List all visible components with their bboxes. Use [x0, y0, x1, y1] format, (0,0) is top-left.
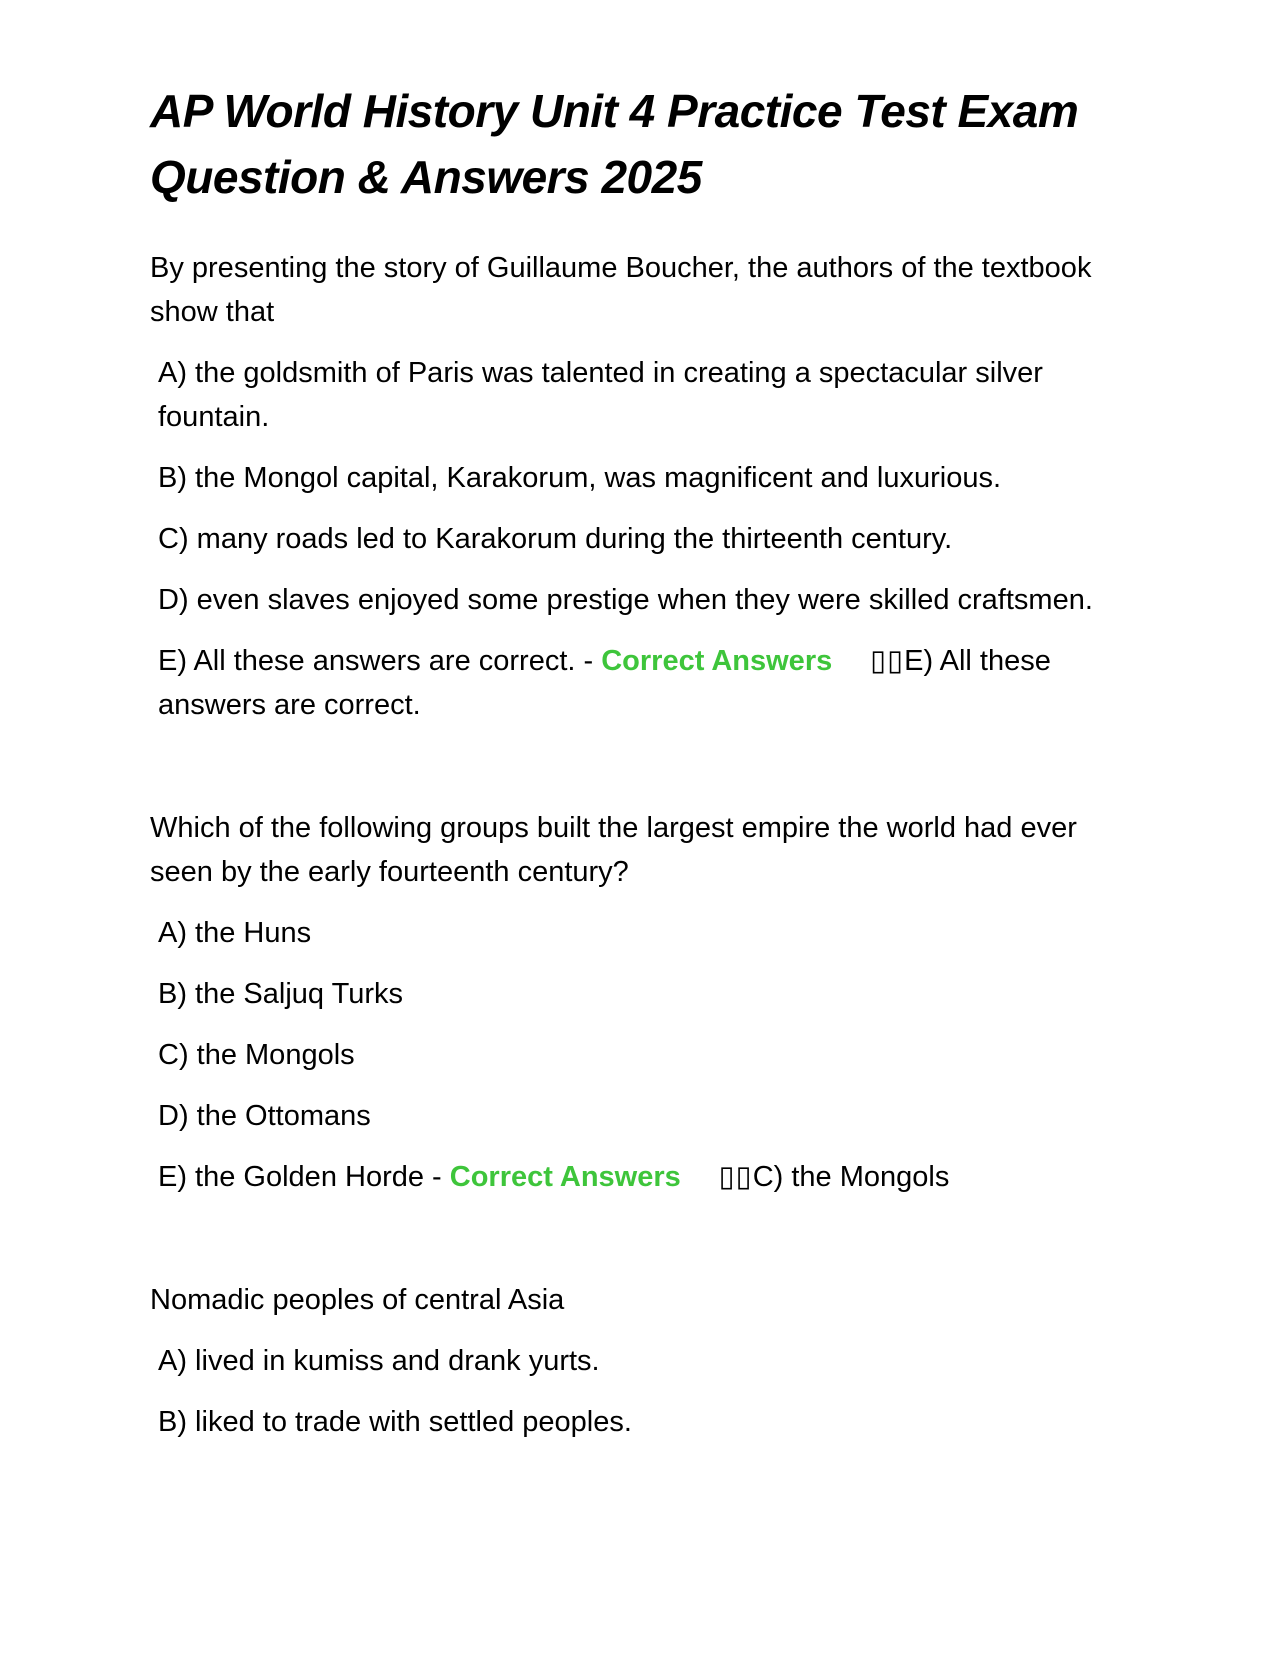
question-block: [150, 806, 1130, 1199]
document-page: [150, 78, 1130, 1461]
question-prompt: Which of the following groups built the largest empire the world had ever seen by the early fourteenth century?: [150, 812, 1077, 888]
answer-option-text: E) the Golden Horde -: [158, 1161, 450, 1193]
correct-answer-text: C) the Mongols: [752, 1161, 950, 1193]
correct-answer-text: E) All these answers are correct.: [158, 645, 1051, 721]
answer-option: C) many roads led to Karakorum during the thirteenth century.: [158, 523, 953, 555]
answer-option-text: E) All these answers are correct. -: [158, 645, 602, 677]
answer-option: A) the goldsmith of Paris was talented in creating a spectacular silver fountain.: [158, 357, 1043, 433]
question-prompt: By presenting the story of Guillaume Boucher, the authors of the textbook show that: [150, 252, 1092, 328]
document-title: AP World History Unit 4 Practice Test Exam Question & Answers 2025: [150, 85, 1079, 203]
correct-answers-label: Correct Answers: [449, 1161, 681, 1193]
question-block: [150, 1278, 1130, 1444]
answer-option: A) the Huns: [158, 917, 312, 949]
section-spacer: [150, 1216, 1130, 1278]
answer-option: B) the Saljuq Turks: [158, 978, 403, 1010]
missing-glyph-marker: ▯▯: [870, 645, 905, 677]
answer-option-with-key: [150, 639, 1130, 727]
answer-option: D) even slaves enjoyed some prestige when they were skilled craftsmen.: [158, 584, 1093, 616]
question-prompt: Nomadic peoples of central Asia: [150, 1284, 565, 1316]
answer-option: C) the Mongols: [158, 1039, 355, 1071]
answer-option: B) liked to trade with settled peoples.: [158, 1406, 632, 1438]
answer-option: D) the Ottomans: [158, 1100, 371, 1132]
answer-option-with-key: [150, 1155, 1130, 1199]
section-spacer: [150, 744, 1130, 806]
answer-option: B) the Mongol capital, Karakorum, was magnificent and luxurious.: [158, 462, 1002, 494]
question-block: [150, 246, 1130, 727]
correct-answers-label: Correct Answers: [601, 645, 833, 677]
missing-glyph-marker: ▯▯: [718, 1161, 753, 1193]
answer-option: A) lived in kumiss and drank yurts.: [158, 1345, 600, 1377]
